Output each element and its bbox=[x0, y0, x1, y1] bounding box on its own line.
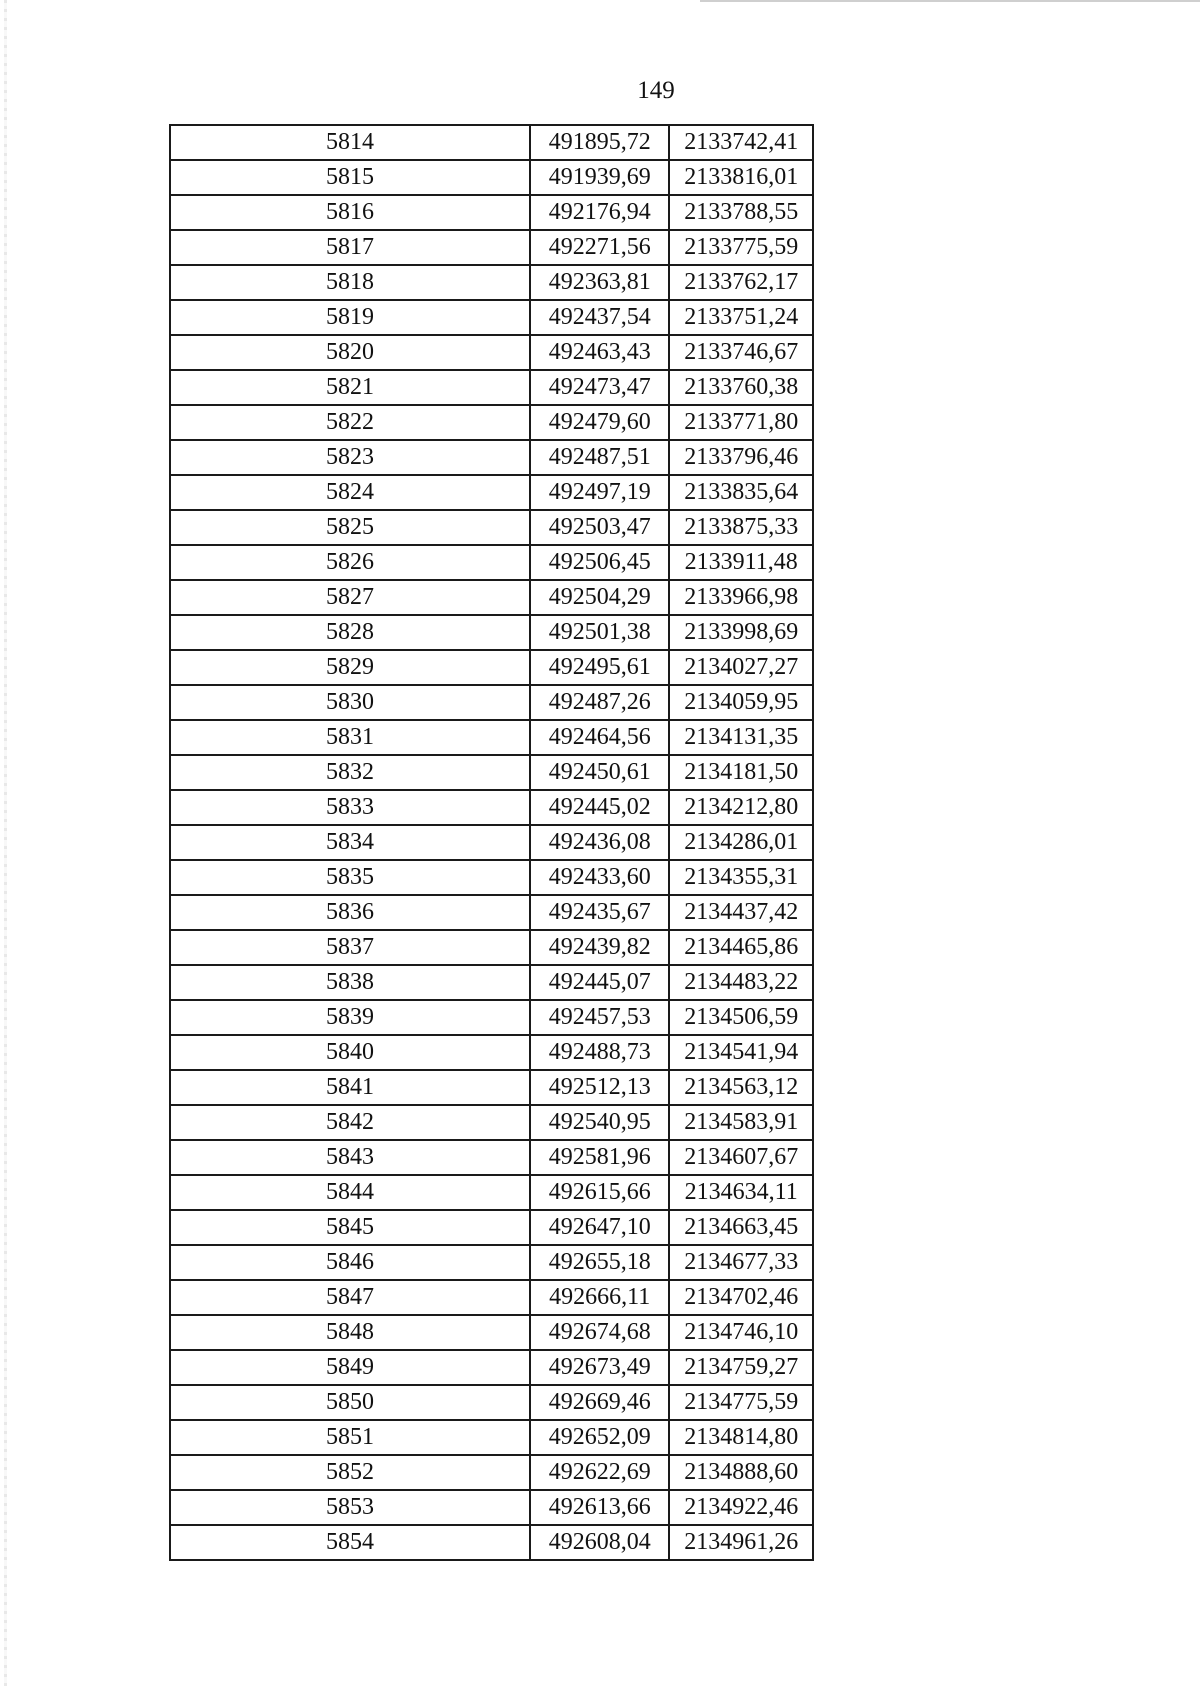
point-number-cell: 5829 bbox=[170, 650, 530, 685]
y-coordinate-cell: 2134437,42 bbox=[669, 895, 813, 930]
x-coordinate-cell: 492622,69 bbox=[530, 1455, 669, 1490]
y-coordinate-cell: 2134355,31 bbox=[669, 860, 813, 895]
y-coordinate-cell: 2133875,33 bbox=[669, 510, 813, 545]
point-number-cell: 5814 bbox=[170, 125, 530, 160]
x-coordinate-cell: 492487,26 bbox=[530, 685, 669, 720]
y-coordinate-cell: 2134131,35 bbox=[669, 720, 813, 755]
table-row bbox=[170, 405, 813, 440]
point-number-cell: 5825 bbox=[170, 510, 530, 545]
table-row bbox=[170, 510, 813, 545]
x-coordinate-cell: 492437,54 bbox=[530, 300, 669, 335]
y-coordinate-cell: 2133966,98 bbox=[669, 580, 813, 615]
table-row bbox=[170, 930, 813, 965]
table-row bbox=[170, 755, 813, 790]
x-coordinate-cell: 492363,81 bbox=[530, 265, 669, 300]
y-coordinate-cell: 2134059,95 bbox=[669, 685, 813, 720]
table-body bbox=[170, 125, 813, 1560]
table-row bbox=[170, 335, 813, 370]
scan-top-artifact bbox=[700, 0, 1200, 2]
point-number-cell: 5820 bbox=[170, 335, 530, 370]
x-coordinate-cell: 492506,45 bbox=[530, 545, 669, 580]
x-coordinate-cell: 492463,43 bbox=[530, 335, 669, 370]
y-coordinate-cell: 2134212,80 bbox=[669, 790, 813, 825]
y-coordinate-cell: 2134922,46 bbox=[669, 1490, 813, 1525]
y-coordinate-cell: 2133746,67 bbox=[669, 335, 813, 370]
table-row bbox=[170, 1420, 813, 1455]
y-coordinate-cell: 2133835,64 bbox=[669, 475, 813, 510]
point-number-cell: 5849 bbox=[170, 1350, 530, 1385]
x-coordinate-cell: 492647,10 bbox=[530, 1210, 669, 1245]
point-number-cell: 5834 bbox=[170, 825, 530, 860]
y-coordinate-cell: 2134663,45 bbox=[669, 1210, 813, 1245]
x-coordinate-cell: 492176,94 bbox=[530, 195, 669, 230]
y-coordinate-cell: 2134027,27 bbox=[669, 650, 813, 685]
x-coordinate-cell: 492655,18 bbox=[530, 1245, 669, 1280]
table-row bbox=[170, 1490, 813, 1525]
y-coordinate-cell: 2134465,86 bbox=[669, 930, 813, 965]
point-number-cell: 5831 bbox=[170, 720, 530, 755]
point-number-cell: 5817 bbox=[170, 230, 530, 265]
point-number-cell: 5850 bbox=[170, 1385, 530, 1420]
x-coordinate-cell: 492497,19 bbox=[530, 475, 669, 510]
x-coordinate-cell: 492445,07 bbox=[530, 965, 669, 1000]
table-row bbox=[170, 965, 813, 1000]
x-coordinate-cell: 492673,49 bbox=[530, 1350, 669, 1385]
table-row bbox=[170, 125, 813, 160]
y-coordinate-cell: 2133775,59 bbox=[669, 230, 813, 265]
point-number-cell: 5851 bbox=[170, 1420, 530, 1455]
point-number-cell: 5838 bbox=[170, 965, 530, 1000]
y-coordinate-cell: 2133751,24 bbox=[669, 300, 813, 335]
point-number-cell: 5840 bbox=[170, 1035, 530, 1070]
x-coordinate-cell: 492435,67 bbox=[530, 895, 669, 930]
table-row bbox=[170, 650, 813, 685]
x-coordinate-cell: 492450,61 bbox=[530, 755, 669, 790]
point-number-cell: 5835 bbox=[170, 860, 530, 895]
point-number-cell: 5848 bbox=[170, 1315, 530, 1350]
point-number-cell: 5819 bbox=[170, 300, 530, 335]
point-number-cell: 5816 bbox=[170, 195, 530, 230]
table-row bbox=[170, 580, 813, 615]
x-coordinate-cell: 492501,38 bbox=[530, 615, 669, 650]
y-coordinate-cell: 2133762,17 bbox=[669, 265, 813, 300]
y-coordinate-cell: 2134607,67 bbox=[669, 1140, 813, 1175]
x-coordinate-cell: 492436,08 bbox=[530, 825, 669, 860]
scan-edge-artifact bbox=[4, 0, 7, 1686]
point-number-cell: 5828 bbox=[170, 615, 530, 650]
y-coordinate-cell: 2134759,27 bbox=[669, 1350, 813, 1385]
table-row bbox=[170, 1210, 813, 1245]
y-coordinate-cell: 2134961,26 bbox=[669, 1525, 813, 1560]
y-coordinate-cell: 2134563,12 bbox=[669, 1070, 813, 1105]
table-row bbox=[170, 1140, 813, 1175]
point-number-cell: 5839 bbox=[170, 1000, 530, 1035]
table-row bbox=[170, 615, 813, 650]
x-coordinate-cell: 492271,56 bbox=[530, 230, 669, 265]
table-row bbox=[170, 685, 813, 720]
point-number-cell: 5846 bbox=[170, 1245, 530, 1280]
x-coordinate-cell: 492666,11 bbox=[530, 1280, 669, 1315]
y-coordinate-cell: 2133760,38 bbox=[669, 370, 813, 405]
x-coordinate-cell: 492503,47 bbox=[530, 510, 669, 545]
point-number-cell: 5837 bbox=[170, 930, 530, 965]
x-coordinate-cell: 492615,66 bbox=[530, 1175, 669, 1210]
table-row bbox=[170, 1315, 813, 1350]
y-coordinate-cell: 2134775,59 bbox=[669, 1385, 813, 1420]
point-number-cell: 5852 bbox=[170, 1455, 530, 1490]
table-row bbox=[170, 1035, 813, 1070]
table-row bbox=[170, 895, 813, 930]
page-number: 149 bbox=[637, 77, 675, 104]
y-coordinate-cell: 2134541,94 bbox=[669, 1035, 813, 1070]
point-number-cell: 5832 bbox=[170, 755, 530, 790]
point-number-cell: 5833 bbox=[170, 790, 530, 825]
point-number-cell: 5853 bbox=[170, 1490, 530, 1525]
table-row bbox=[170, 370, 813, 405]
coordinates-table bbox=[169, 124, 814, 1561]
y-coordinate-cell: 2134702,46 bbox=[669, 1280, 813, 1315]
x-coordinate-cell: 492445,02 bbox=[530, 790, 669, 825]
point-number-cell: 5823 bbox=[170, 440, 530, 475]
table-row bbox=[170, 1525, 813, 1560]
y-coordinate-cell: 2134583,91 bbox=[669, 1105, 813, 1140]
x-coordinate-cell: 492433,60 bbox=[530, 860, 669, 895]
table-row bbox=[170, 160, 813, 195]
y-coordinate-cell: 2134483,22 bbox=[669, 965, 813, 1000]
x-coordinate-cell: 492464,56 bbox=[530, 720, 669, 755]
y-coordinate-cell: 2133998,69 bbox=[669, 615, 813, 650]
table-row bbox=[170, 440, 813, 475]
table-row bbox=[170, 1350, 813, 1385]
y-coordinate-cell: 2134814,80 bbox=[669, 1420, 813, 1455]
x-coordinate-cell: 492439,82 bbox=[530, 930, 669, 965]
x-coordinate-cell: 492479,60 bbox=[530, 405, 669, 440]
x-coordinate-cell: 491939,69 bbox=[530, 160, 669, 195]
x-coordinate-cell: 492669,46 bbox=[530, 1385, 669, 1420]
y-coordinate-cell: 2133742,41 bbox=[669, 125, 813, 160]
table-row bbox=[170, 1245, 813, 1280]
table-row bbox=[170, 1070, 813, 1105]
y-coordinate-cell: 2134181,50 bbox=[669, 755, 813, 790]
y-coordinate-cell: 2134634,11 bbox=[669, 1175, 813, 1210]
point-number-cell: 5822 bbox=[170, 405, 530, 440]
x-coordinate-cell: 491895,72 bbox=[530, 125, 669, 160]
y-coordinate-cell: 2133911,48 bbox=[669, 545, 813, 580]
table-row bbox=[170, 1175, 813, 1210]
point-number-cell: 5818 bbox=[170, 265, 530, 300]
table-row bbox=[170, 300, 813, 335]
y-coordinate-cell: 2134888,60 bbox=[669, 1455, 813, 1490]
table-row bbox=[170, 265, 813, 300]
point-number-cell: 5824 bbox=[170, 475, 530, 510]
x-coordinate-cell: 492495,61 bbox=[530, 650, 669, 685]
y-coordinate-cell: 2133788,55 bbox=[669, 195, 813, 230]
table-row bbox=[170, 1105, 813, 1140]
x-coordinate-cell: 492488,73 bbox=[530, 1035, 669, 1070]
point-number-cell: 5815 bbox=[170, 160, 530, 195]
point-number-cell: 5821 bbox=[170, 370, 530, 405]
y-coordinate-cell: 2134506,59 bbox=[669, 1000, 813, 1035]
x-coordinate-cell: 492674,68 bbox=[530, 1315, 669, 1350]
table-row bbox=[170, 475, 813, 510]
point-number-cell: 5841 bbox=[170, 1070, 530, 1105]
x-coordinate-cell: 492613,66 bbox=[530, 1490, 669, 1525]
x-coordinate-cell: 492540,95 bbox=[530, 1105, 669, 1140]
table-row bbox=[170, 825, 813, 860]
point-number-cell: 5854 bbox=[170, 1525, 530, 1560]
point-number-cell: 5842 bbox=[170, 1105, 530, 1140]
x-coordinate-cell: 492487,51 bbox=[530, 440, 669, 475]
point-number-cell: 5844 bbox=[170, 1175, 530, 1210]
table-row bbox=[170, 230, 813, 265]
table-row bbox=[170, 545, 813, 580]
point-number-cell: 5826 bbox=[170, 545, 530, 580]
point-number-cell: 5845 bbox=[170, 1210, 530, 1245]
point-number-cell: 5827 bbox=[170, 580, 530, 615]
y-coordinate-cell: 2133771,80 bbox=[669, 405, 813, 440]
y-coordinate-cell: 2134286,01 bbox=[669, 825, 813, 860]
x-coordinate-cell: 492608,04 bbox=[530, 1525, 669, 1560]
table-row bbox=[170, 1280, 813, 1315]
point-number-cell: 5847 bbox=[170, 1280, 530, 1315]
x-coordinate-cell: 492652,09 bbox=[530, 1420, 669, 1455]
table-row bbox=[170, 1455, 813, 1490]
table-row bbox=[170, 720, 813, 755]
y-coordinate-cell: 2133796,46 bbox=[669, 440, 813, 475]
x-coordinate-cell: 492512,13 bbox=[530, 1070, 669, 1105]
table-row bbox=[170, 1385, 813, 1420]
y-coordinate-cell: 2133816,01 bbox=[669, 160, 813, 195]
x-coordinate-cell: 492457,53 bbox=[530, 1000, 669, 1035]
x-coordinate-cell: 492581,96 bbox=[530, 1140, 669, 1175]
x-coordinate-cell: 492473,47 bbox=[530, 370, 669, 405]
point-number-cell: 5830 bbox=[170, 685, 530, 720]
point-number-cell: 5836 bbox=[170, 895, 530, 930]
point-number-cell: 5843 bbox=[170, 1140, 530, 1175]
y-coordinate-cell: 2134746,10 bbox=[669, 1315, 813, 1350]
table-row bbox=[170, 195, 813, 230]
x-coordinate-cell: 492504,29 bbox=[530, 580, 669, 615]
table-row bbox=[170, 860, 813, 895]
y-coordinate-cell: 2134677,33 bbox=[669, 1245, 813, 1280]
table-row bbox=[170, 790, 813, 825]
table-row bbox=[170, 1000, 813, 1035]
